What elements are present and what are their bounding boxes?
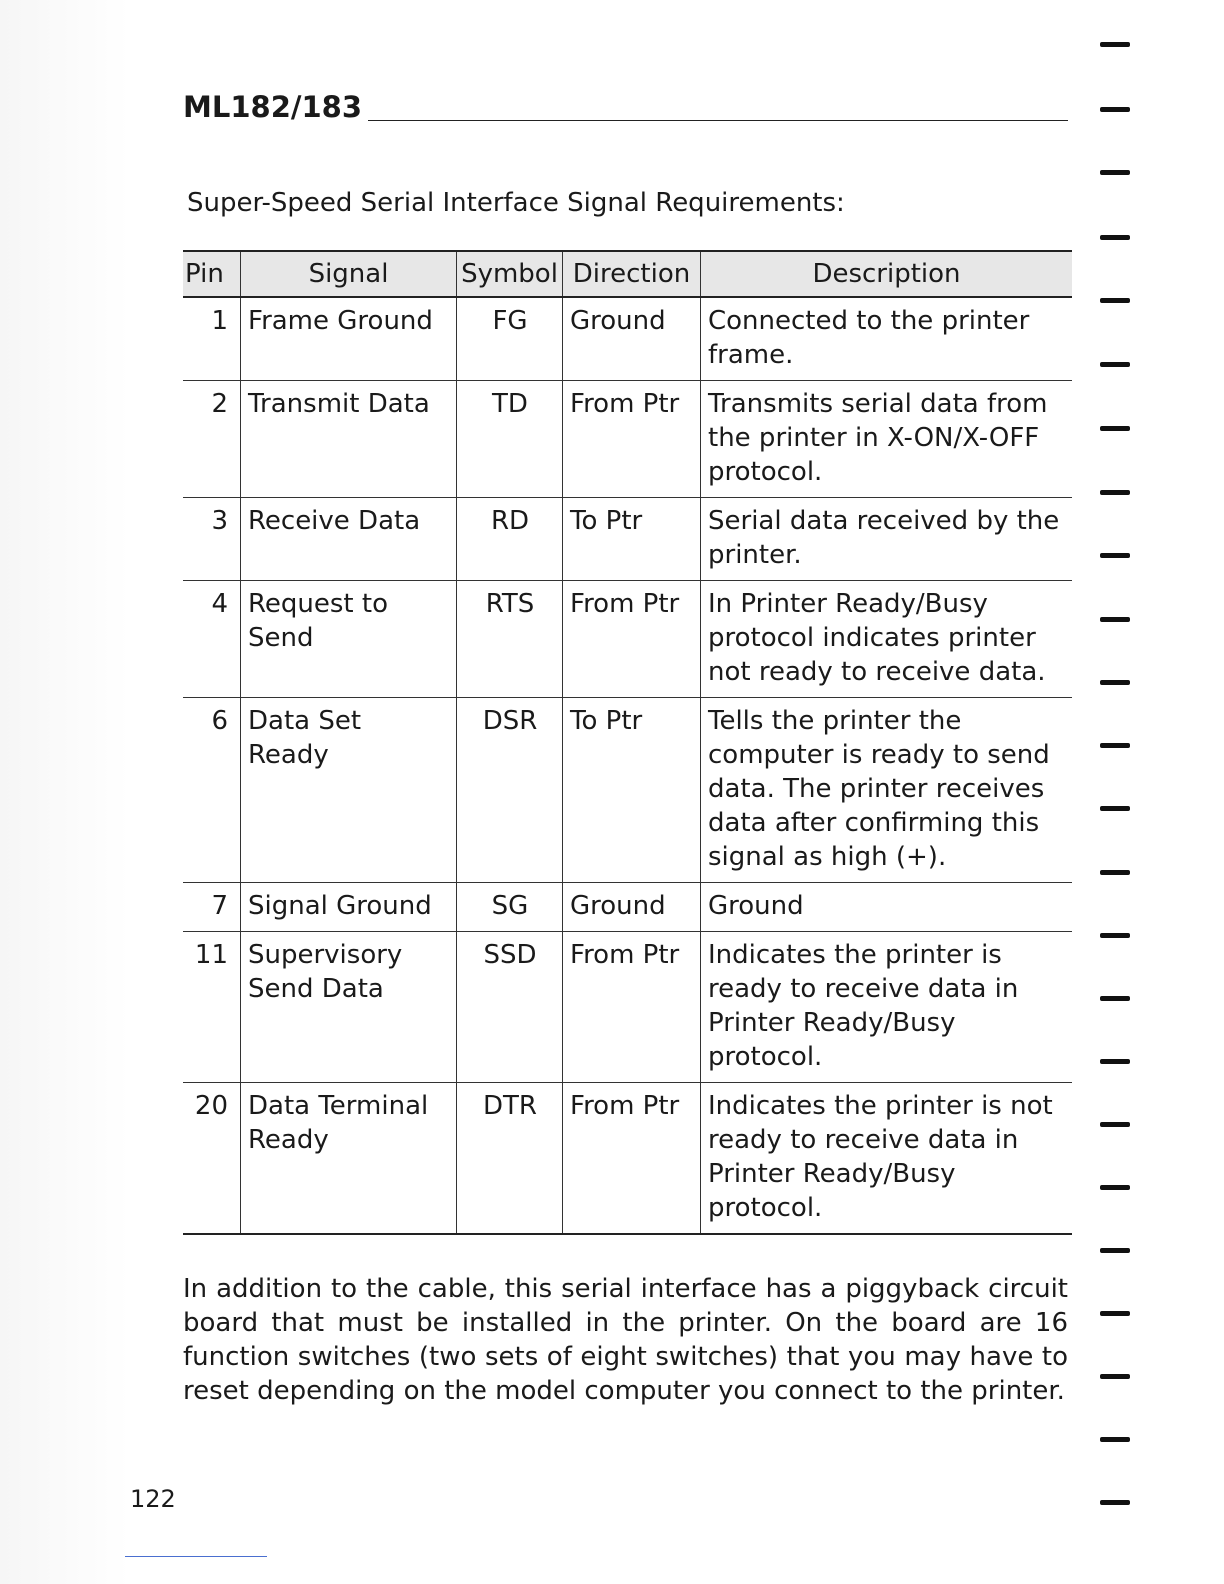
binding-hole-mark [1100, 362, 1130, 367]
binding-hole-mark [1100, 42, 1130, 47]
column-header-description: Description [701, 251, 1073, 297]
binding-hole-mark [1100, 170, 1130, 175]
symbol-cell: DSR [457, 698, 563, 883]
column-header-symbol: Symbol [457, 251, 563, 297]
direction-cell: From Ptr [563, 381, 701, 498]
table-row [183, 581, 1072, 698]
symbol-cell: RTS [457, 581, 563, 698]
symbol-cell: FG [457, 297, 563, 381]
body-paragraph: In addition to the cable, this serial interface has a piggyback circuit board that must be installed in the printer. On the board are 16 function switches (two sets of eight switches) that you may have to reset depending on the model computer you connect to the printer. [183, 1274, 1068, 1406]
direction-cell: From Ptr [563, 932, 701, 1083]
binding-hole-mark [1100, 933, 1130, 938]
description-cell: Transmits serial data from the printer in X-ON/X-OFF protocol. [701, 381, 1073, 498]
direction-cell: Ground [563, 883, 701, 932]
binding-hole-mark [1100, 1059, 1130, 1064]
page-edge-shadow [0, 0, 130, 1584]
binding-hole-mark [1100, 1185, 1130, 1190]
table-header-row [183, 251, 1072, 297]
direction-cell: Ground [563, 297, 701, 381]
binding-hole-mark [1100, 490, 1130, 495]
table-row [183, 381, 1072, 498]
binding-hole-mark [1100, 1437, 1130, 1442]
binding-hole-mark [1100, 617, 1130, 622]
signal-cell: Request to Send [241, 581, 457, 698]
description-cell: Ground [701, 883, 1073, 932]
direction-cell: To Ptr [563, 698, 701, 883]
binding-hole-mark [1100, 1500, 1130, 1505]
binding-hole-mark [1100, 1374, 1130, 1379]
binding-hole-mark [1100, 298, 1130, 303]
header-rule [368, 120, 1068, 121]
pin-cell: 2 [183, 381, 241, 498]
binding-hole-mark [1100, 1311, 1130, 1316]
binding-hole-mark [1100, 680, 1130, 685]
signal-table [183, 250, 1072, 1235]
description-cell: Tells the printer the computer is ready to send data. The printer receives data after confirming this signal as high (+). [701, 698, 1073, 883]
symbol-cell: SG [457, 883, 563, 932]
pin-cell: 3 [183, 498, 241, 581]
pin-cell: 11 [183, 932, 241, 1083]
column-header-signal: Signal [241, 251, 457, 297]
binding-hole-mark [1100, 553, 1130, 558]
direction-cell: From Ptr [563, 1083, 701, 1235]
direction-cell: To Ptr [563, 498, 701, 581]
symbol-cell: DTR [457, 1083, 563, 1235]
signal-cell: Data Terminal Ready [241, 1083, 457, 1235]
binding-hole-mark [1100, 235, 1130, 240]
binding-hole-mark [1100, 1248, 1130, 1253]
binding-hole-mark [1100, 426, 1130, 431]
table-caption: Super-Speed Serial Interface Signal Requirements: [187, 188, 845, 218]
description-cell: In Printer Ready/Busy protocol indicates printer not ready to receive data. [701, 581, 1073, 698]
symbol-cell: RD [457, 498, 563, 581]
column-header-pin: Pin [183, 251, 241, 297]
description-cell: Indicates the printer is not ready to receive data in Printer Ready/Busy protocol. [701, 1083, 1073, 1235]
binding-hole-mark [1100, 107, 1130, 112]
symbol-cell: SSD [457, 932, 563, 1083]
binding-hole-mark [1100, 870, 1130, 875]
pin-cell: 20 [183, 1083, 241, 1235]
table-row [183, 1083, 1072, 1235]
table-row [183, 498, 1072, 581]
header-title: ML182/183 [183, 90, 362, 124]
page-number: 122 [130, 1485, 176, 1513]
table-row [183, 698, 1072, 883]
signal-cell: Signal Ground [241, 883, 457, 932]
binding-hole-mark [1100, 743, 1130, 748]
signal-cell: Frame Ground [241, 297, 457, 381]
table-row [183, 883, 1072, 932]
pin-cell: 7 [183, 883, 241, 932]
direction-cell: From Ptr [563, 581, 701, 698]
bottom-underline [125, 1556, 267, 1557]
description-cell: Indicates the printer is ready to receive data in Printer Ready/Busy protocol. [701, 932, 1073, 1083]
signal-cell: Transmit Data [241, 381, 457, 498]
description-cell: Serial data received by the printer. [701, 498, 1073, 581]
binding-hole-mark [1100, 996, 1130, 1001]
page-header [183, 90, 1068, 124]
table-row [183, 297, 1072, 381]
binding-hole-mark [1100, 806, 1130, 811]
column-header-direction: Direction [563, 251, 701, 297]
symbol-cell: TD [457, 381, 563, 498]
signal-cell: Data Set Ready [241, 698, 457, 883]
binding-hole-mark [1100, 1122, 1130, 1127]
description-cell: Connected to the printer frame. [701, 297, 1073, 381]
pin-cell: 6 [183, 698, 241, 883]
signal-cell: Supervisory Send Data [241, 932, 457, 1083]
pin-cell: 1 [183, 297, 241, 381]
signal-cell: Receive Data [241, 498, 457, 581]
table-row [183, 932, 1072, 1083]
pin-cell: 4 [183, 581, 241, 698]
